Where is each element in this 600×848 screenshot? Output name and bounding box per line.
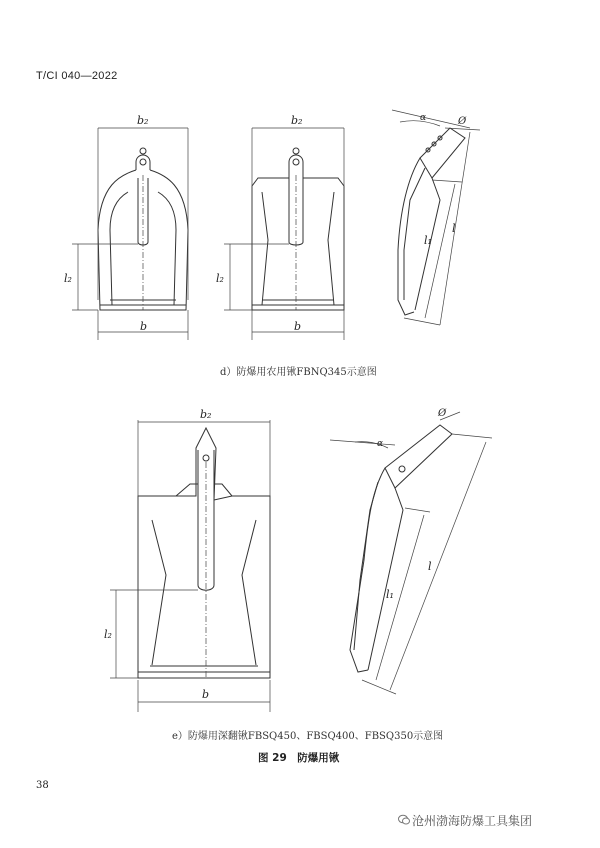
figure-title: 图 29 防爆用锹 xyxy=(258,752,340,764)
dim-e1-l2: l₂ xyxy=(104,628,112,641)
dim-d3-alpha: α xyxy=(420,113,427,123)
dim-d1-l2: l₂ xyxy=(64,272,72,285)
dim-d3-phi: Ø xyxy=(458,116,467,127)
dim-e2-phi: Ø xyxy=(438,408,447,419)
dim-d1-b2: b₂ xyxy=(137,114,149,127)
dim-d2-b2: b₂ xyxy=(291,114,303,127)
dim-e1-b: b xyxy=(202,688,210,701)
shovel-deep-front-view xyxy=(138,428,270,678)
wechat-icon xyxy=(398,814,410,825)
dim-d3-l1: l₁ xyxy=(424,234,432,247)
dim-d3-l: l xyxy=(452,222,456,235)
figure-e-drawing xyxy=(0,400,600,720)
dim-e2-l: l xyxy=(428,560,432,573)
page-number: 38 xyxy=(36,780,49,791)
shovel-deep-side-view xyxy=(350,425,452,672)
dim-d1-b: b xyxy=(140,320,148,333)
caption-figure-d: d）防爆用农用锹FBNQ345示意图 xyxy=(220,367,377,378)
figure-d-drawing xyxy=(0,100,600,360)
shovel-flat-front-view xyxy=(252,148,344,310)
dim-e2-l1: l₁ xyxy=(386,588,394,601)
dim-d2-l2: l₂ xyxy=(216,272,224,285)
dim-e1-b2: b₂ xyxy=(200,408,212,421)
watermark-text: 沧州渤海防爆工具集团 xyxy=(412,814,533,828)
standard-code: T/CI 040—2022 xyxy=(36,70,118,82)
dim-d2-b: b xyxy=(294,320,302,333)
caption-figure-e: e）防爆用深翻锹FBSQ450、FBSQ400、FBSQ350示意图 xyxy=(172,731,444,742)
dim-e2-alpha: α xyxy=(377,439,384,449)
